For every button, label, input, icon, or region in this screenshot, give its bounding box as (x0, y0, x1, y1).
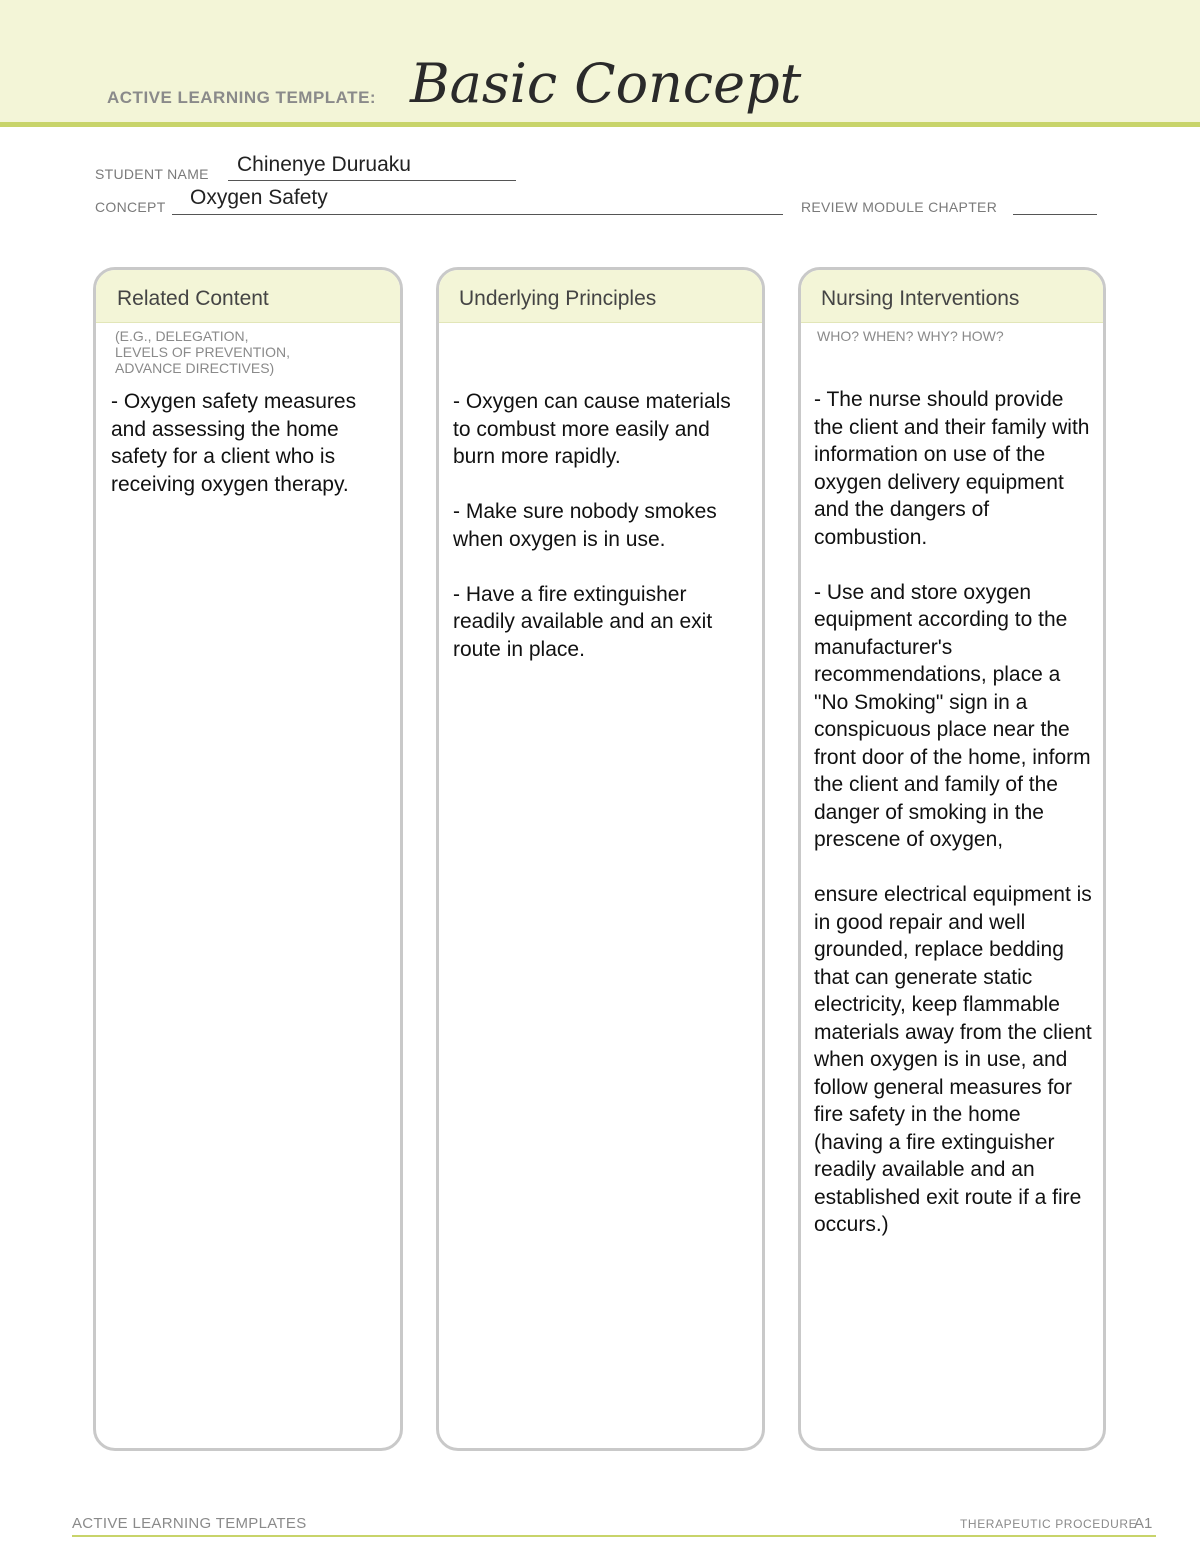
review-module-label: REVIEW MODULE CHAPTER (801, 199, 998, 215)
student-name-value[interactable]: Chinenye Duruaku (237, 153, 411, 176)
footer-right-label: THERAPEUTIC PROCEDURE (960, 1517, 1138, 1531)
nursing-interventions-paragraph: ensure electrical equipment is in good repair and well grounded, replace bedding that can generate static electricity, keep flammable materials away from the client when oxygen is in use, and follow general measures for fire safety in the home (having a fire extinguisher readily available and an established exit route if a fire occurs.) (814, 883, 1092, 1236)
header-rule (0, 122, 1200, 127)
related-content-paragraph: - Oxygen safety measures and assessing the home safety for a client who is receiving oxygen therapy. (111, 390, 357, 496)
nursing-interventions-text[interactable] (814, 386, 1092, 1266)
template-title: Basic Concept (410, 52, 802, 115)
underlying-principles-paragraph: - Make sure nobody smokes when oxygen is in use. (453, 500, 717, 551)
concept-value[interactable]: Oxygen Safety (190, 186, 328, 209)
footer-page-number: A1 (1134, 1515, 1153, 1532)
footer-left-label: ACTIVE LEARNING TEMPLATES (72, 1515, 307, 1532)
related-content-subtitle-line-2: LEVELS OF PREVENTION, (115, 344, 291, 360)
concept-line (172, 214, 783, 215)
underlying-principles-paragraph: - Have a fire extinguisher readily available and an exit route in place. (453, 582, 713, 661)
nursing-interventions-subtitle: WHO? WHEN? WHY? HOW? (817, 328, 1004, 344)
nursing-interventions-paragraph: - Use and store oxygen equipment according to the manufacturer's recommendations, place a "No Smoking" sign in a conspicuous place near the front door of the home, inform the client and family of the danger of smoking in the prescene of oxygen, (814, 580, 1091, 851)
student-name-label: STUDENT NAME (95, 166, 209, 182)
related-content-subtitle-line-3: ADVANCE DIRECTIVES) (115, 360, 275, 376)
template-label: ACTIVE LEARNING TEMPLATE: (107, 88, 377, 107)
underlying-principles-paragraph: - Oxygen can cause materials to combust more easily and burn more rapidly. (453, 390, 731, 468)
related-content-subtitle-line-1: (E.G., DELEGATION, (115, 328, 249, 344)
underlying-principles-title: Underlying Principles (459, 287, 657, 310)
related-content-title: Related Content (117, 287, 269, 310)
nursing-interventions-paragraph: - The nurse should provide the client and their family with information on use of the oxygen delivery equipment and the dangers of combustion. (814, 388, 1090, 549)
student-name-line (228, 180, 516, 181)
nursing-interventions-title: Nursing Interventions (821, 287, 1020, 310)
review-module-line[interactable] (1013, 214, 1097, 215)
related-content-text[interactable] (111, 388, 383, 526)
concept-label: CONCEPT (95, 199, 166, 215)
underlying-principles-text[interactable] (453, 388, 751, 691)
footer-rule (72, 1535, 1156, 1537)
related-content-subtitle (115, 328, 290, 376)
